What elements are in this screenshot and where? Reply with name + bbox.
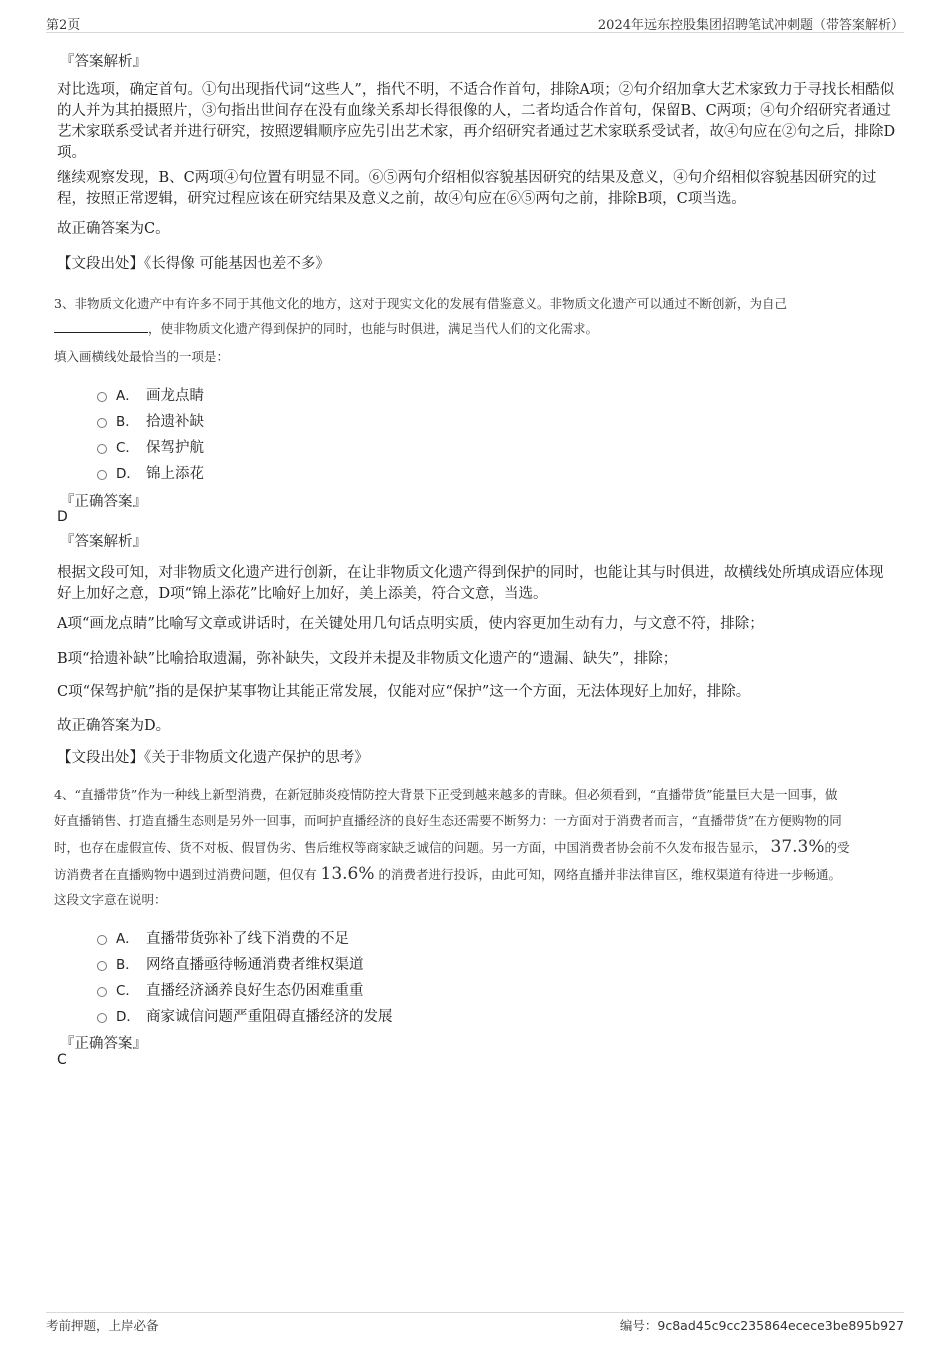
q3-answer: D	[57, 509, 68, 525]
q2-analysis-para-1: 对比选项，确定首句。①句出现指代词“这些人”，指代不明，不适合作首句，排除A项；②句介绍加拿大艺术家致力于寻找长相酷似的人并为其拍摄照片，③句指出世间存在没有血缘关系却长得很像的人，二者均适合作首句，保留B、C两项；④句介绍研究者通过艺术家联系受试者并进行研究，按照逻辑顺序应先引出艺术家，再介绍研究者通过艺术家联系受试者，故④句应在②句之后，排除D项。	[57, 82, 896, 161]
footer-code-value: 9c8ad45c9cc235864ecece3be895b927	[657, 1318, 904, 1333]
q4-answer-label: 『正确答案』	[60, 1036, 147, 1052]
q3-source: 【文段出处】《关于非物质文化遗产保护的思考》	[57, 750, 369, 766]
q4-option-c[interactable]: C． 直播经济涵养良好生态仍困难重重	[97, 979, 364, 999]
q3-conclusion: 故正确答案为D。	[57, 718, 171, 734]
radio-icon[interactable]	[97, 470, 107, 480]
q3-analysis-para-1: 根据文段可知，对非物质文化遗产进行创新，在让非物质文化遗产得到保护的同时，也能让其与时俱进，故横线处所填成语应体现好上加好之意，D项“锦上添花”比喻好上加好，美上添美，符合文意，当选。	[57, 565, 884, 602]
q4-stem-line-2: 好直播销售、打造直播生态则是另外一回事，而呵护直播经济的良好生态还需要不断努力：一方面对于消费者而言，“直播带货”在方便购物的同	[54, 813, 842, 828]
q3-option-b[interactable]: B． 拾遗补缺	[97, 410, 204, 430]
q3-analysis-para-4: C项“保驾护航”指的是保护某事物让其能正常发展，仅能对应“保护”这一个方面，无法体现好上加好，排除。	[57, 684, 751, 700]
q3-answer-label: 『正确答案』	[60, 494, 147, 510]
q2-source: 【文段出处】《长得像 可能基因也差不多》	[57, 256, 330, 272]
q3-analysis-para-2: A项“画龙点睛”比喻写文章或讲话时，在关键处用几句话点明实质，使内容更加生动有力，与文意不符，排除；	[57, 616, 764, 632]
q3-stem	[54, 291, 904, 341]
q2-conclusion: 故正确答案为C。	[57, 221, 170, 237]
page-footer	[46, 1312, 904, 1333]
q3-stem-part-1: 3、非物质文化遗产中有许多不同于其他文化的地方，这对于现实文化的发展有借鉴意义。非物质文化遗产可以通过不断创新，为自己	[54, 296, 787, 311]
radio-icon[interactable]	[97, 935, 107, 945]
radio-icon[interactable]	[97, 392, 107, 402]
q4-answer: C	[57, 1052, 67, 1068]
q2-analysis-label: 『答案解析』	[60, 54, 147, 70]
q4-stem-line-1: 4、“直播带货”作为一种线上新型消费，在新冠肺炎疫情防控大背景下正受到越来越多的青睐。但必须看到，“直播带货”能量巨大是一回事，做	[54, 787, 838, 802]
q4-percent-1: 37.3%	[770, 837, 825, 857]
q4-stem-line-3-end: 的受	[824, 840, 850, 855]
q2-analysis-para-2: 继续观察发现，B、C两项④句位置有明显不同。⑥⑤两句介绍相似容貌基因研究的结果及意义，④句介绍相似容貌基因研究的过程，按照正常逻辑，研究过程应该在研究结果及意义之前，故④句应在⑥⑤两句之前，排除B项，C项当选。	[57, 170, 877, 207]
q4-stem-line-3: 时，也存在虚假宣传、货不对板、假冒伪劣、售后维权等商家缺乏诚信的问题。另一方面，中国消费者协会前不久发布报告显示，	[54, 840, 767, 855]
q3-prompt: 填入画横线处最恰当的一项是：	[54, 349, 230, 364]
q3-analysis-para-3: B项“拾遗补缺”比喻拾取遗漏，弥补缺失，文段并未提及非物质文化遗产的“遗漏、缺失”，排除；	[57, 651, 678, 667]
q4-option-a[interactable]: A． 直播带货弥补了线下消费的不足	[97, 927, 349, 947]
q3-analysis-label: 『答案解析』	[60, 534, 147, 550]
q3-option-d[interactable]: D． 锦上添花	[97, 462, 204, 482]
radio-icon[interactable]	[97, 987, 107, 997]
radio-icon[interactable]	[97, 444, 107, 454]
radio-icon[interactable]	[97, 1013, 107, 1023]
q4-option-b[interactable]: B． 网络直播亟待畅通消费者维权渠道	[97, 953, 364, 973]
q3-option-c[interactable]: C． 保驾护航	[97, 436, 204, 456]
footer-slogan: 考前押题，上岸必备	[46, 1318, 159, 1333]
q3-option-a[interactable]: A． 画龙点睛	[97, 384, 204, 404]
page-header	[46, 14, 904, 33]
document-title: 2024年远东控股集团招聘笔试冲刺题（带答案解析）	[597, 18, 904, 33]
q4-percent-2: 13.6%	[320, 864, 375, 884]
footer-code-label: 编号：	[619, 1318, 658, 1333]
q4-option-d[interactable]: D． 商家诚信问题严重阻碍直播经济的发展	[97, 1005, 393, 1025]
q4-stem-line-4-end: 的消费者进行投诉，由此可知，网络直播并非法律盲区，维权渠道有待进一步畅通。	[378, 867, 842, 882]
q4-prompt: 这段文字意在说明：	[54, 892, 167, 907]
footer-code	[620, 1316, 904, 1334]
radio-icon[interactable]	[97, 418, 107, 428]
radio-icon[interactable]	[97, 961, 107, 971]
q3-blank	[54, 320, 148, 333]
q4-stem	[54, 782, 904, 888]
q3-stem-part-2: ，使非物质文化遗产得到保护的同时，也能与时俱进，满足当代人们的文化需求。	[148, 321, 599, 336]
q4-stem-line-4: 访消费者在直播购物中遇到过消费问题，但仅有	[54, 867, 317, 882]
page-number: 第2页	[46, 18, 81, 33]
